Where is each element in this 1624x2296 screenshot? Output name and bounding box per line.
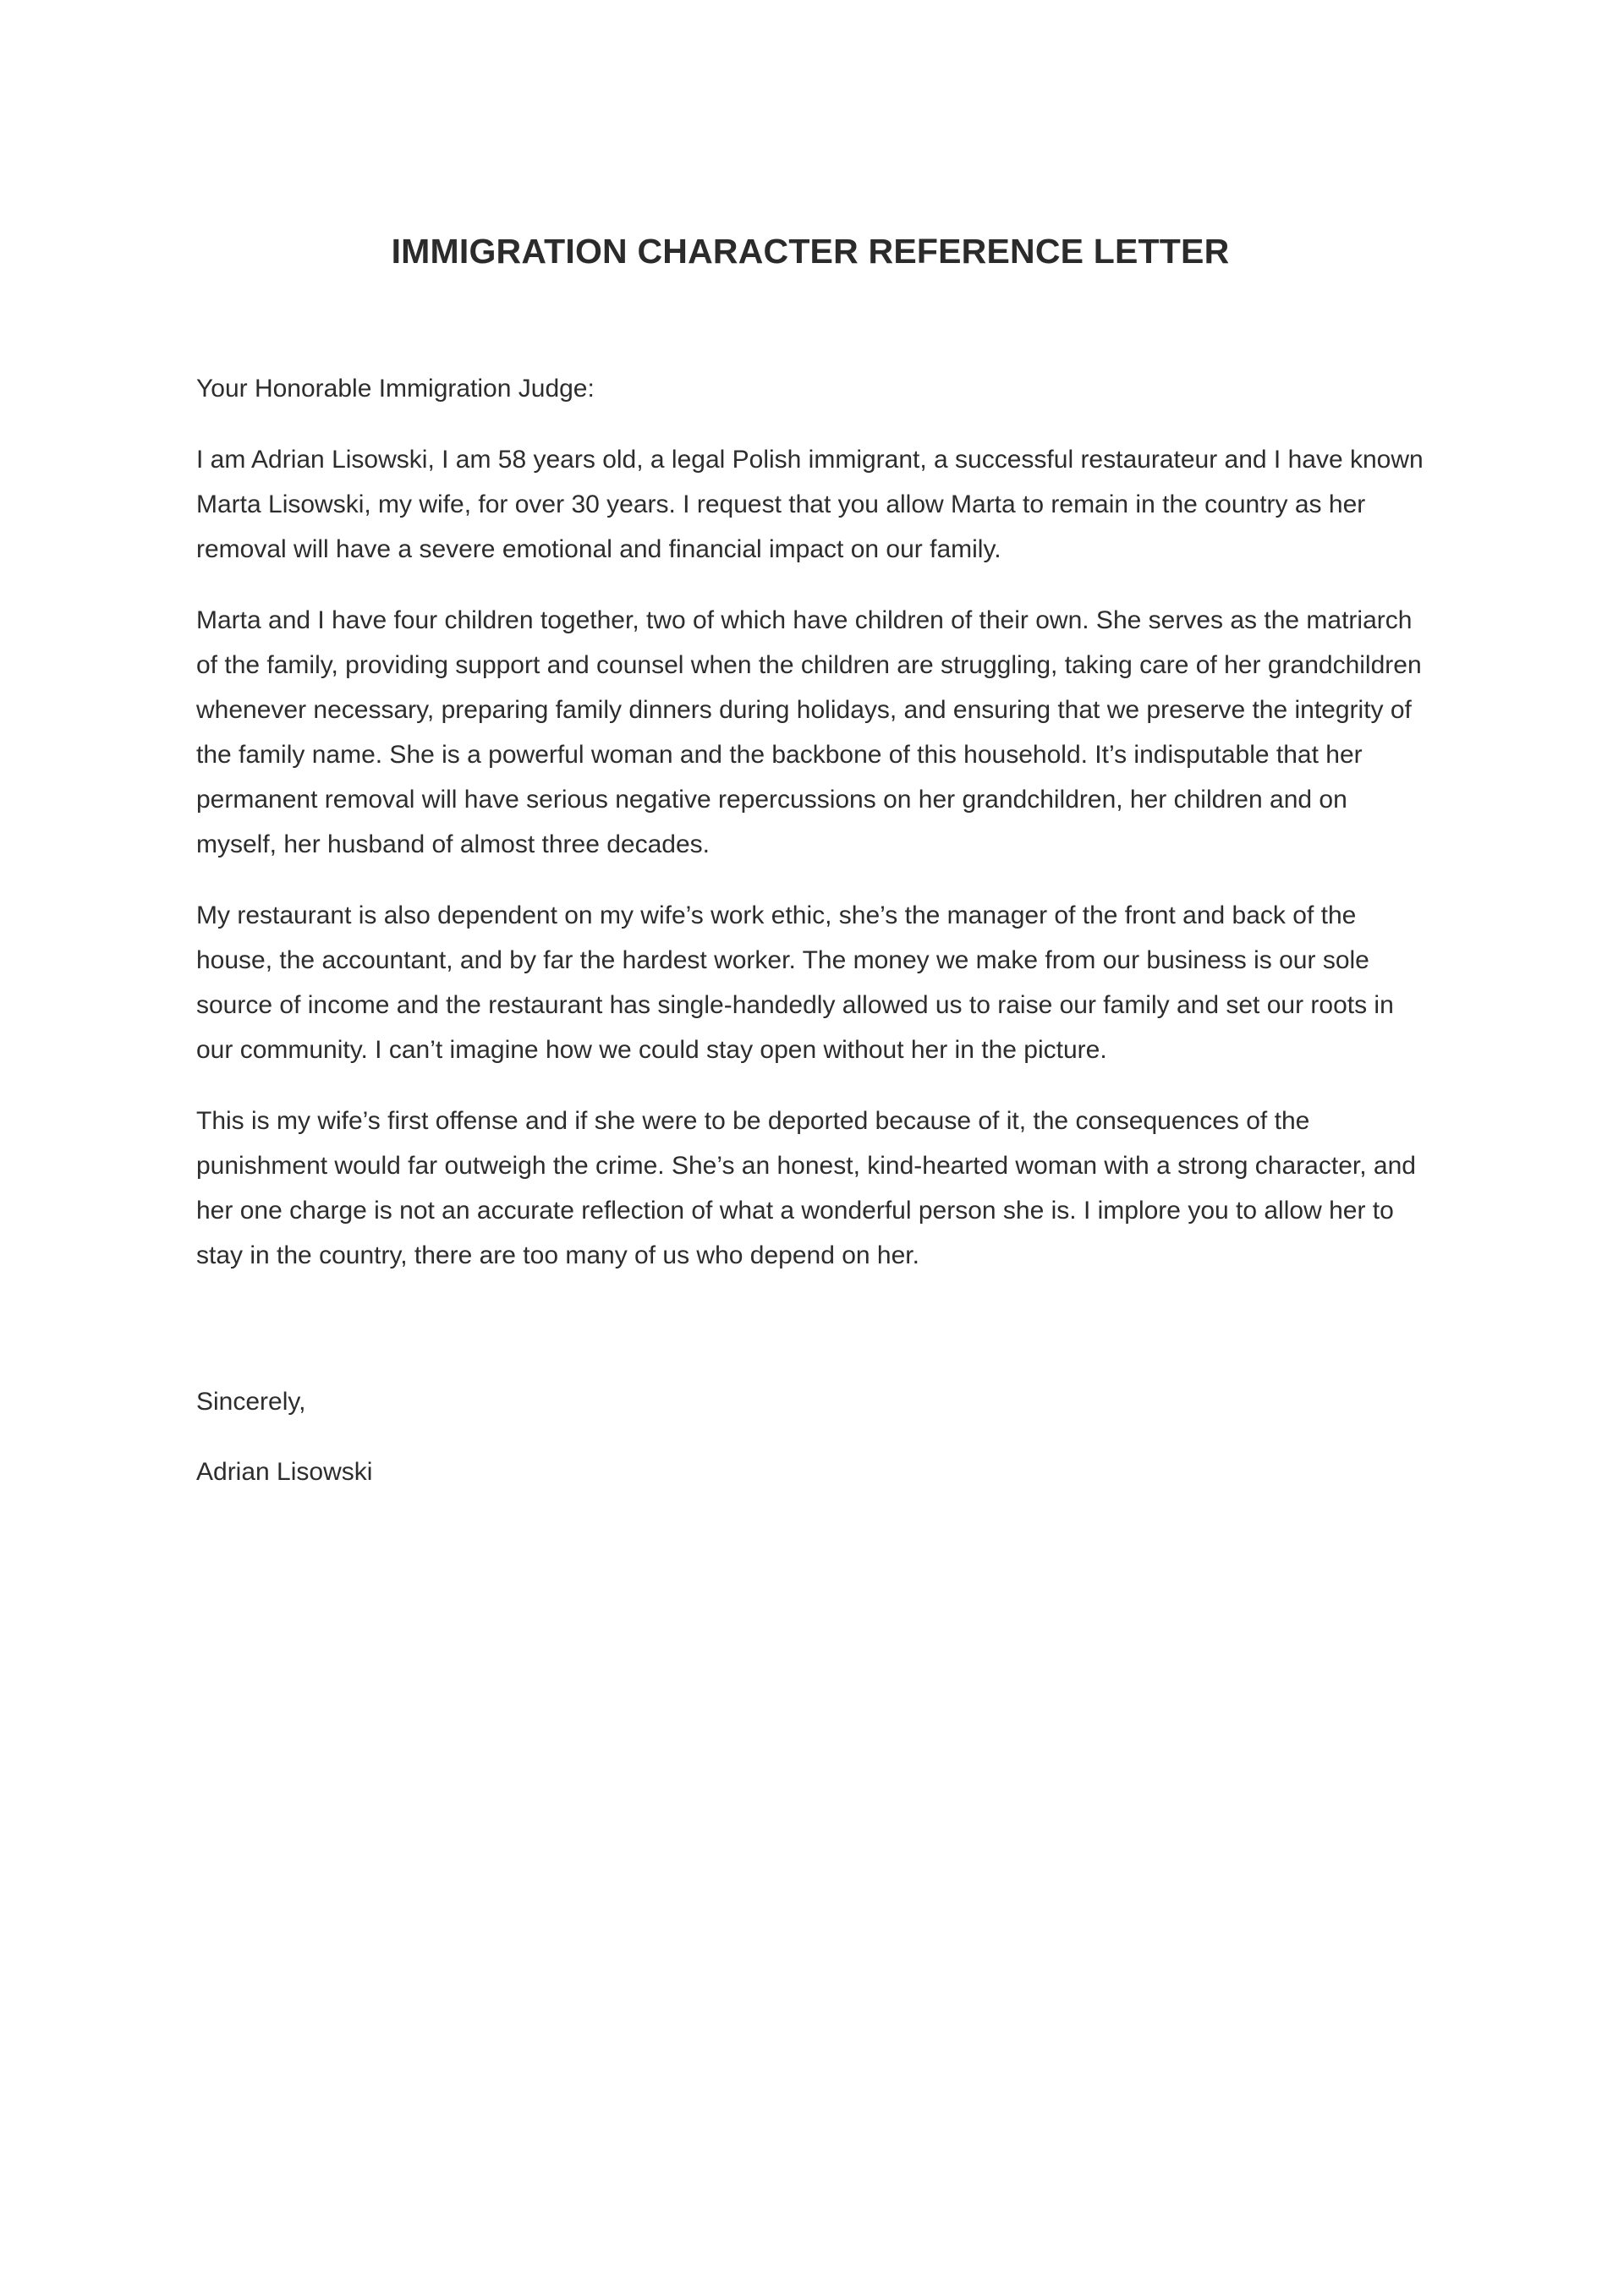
body-paragraph-1: I am Adrian Lisowski, I am 58 years old, a legal Polish immigrant, a successful restaurateur and I have known Marta Lisowski, my wife, for over 30 years. I request that you allow Marta to remain in the country as her removal will have a severe emotional and financial impact on our family. [196,446,1424,564]
closing-line: Sincerely, [196,1388,306,1417]
body-paragraph-3: My restaurant is also dependent on my wife’s work ethic, she’s the manager of the front and back of the house, the accountant, and by far the hardest worker. The money we make from our business is our sole source of income and the restaurant has single-handedly allowed us to raise our family and set our roots in our community. I can’t imagine how we could stay open without her in the picture. [196,901,1394,1065]
page-title: IMMIGRATION CHARACTER REFERENCE LETTER [391,232,1230,271]
document-content [196,0,1424,1494]
body-paragraph-2: Marta and I have four children together, two of which have children of their own. She serves as the matriarch of the family, providing support and counsel when the children are struggling, taking care of her grandchildren whenever necessary, preparing family dinners during holidays, and ensuring that we preserve the integrity of the family name. She is a powerful woman and the backbone of this household. It’s indisputable that her permanent removal will have serious negative repercussions on her grandchildren, her children and on myself, her husband of almost three decades. [196,606,1422,859]
signature-name: Adrian Lisowski [196,1458,373,1487]
body-paragraph-4: This is my wife’s first offense and if she were to be deported because of it, the consequences of the punishment would far outweigh the crime. She’s an honest, kind-hearted woman with a strong character, and her one charge is not an accurate reflection of what a wonderful person she is. I implore you to allow her to stay in the country, there are too many of us who depend on her. [196,1107,1416,1270]
salutation-line: Your Honorable Immigration Judge: [196,375,595,403]
